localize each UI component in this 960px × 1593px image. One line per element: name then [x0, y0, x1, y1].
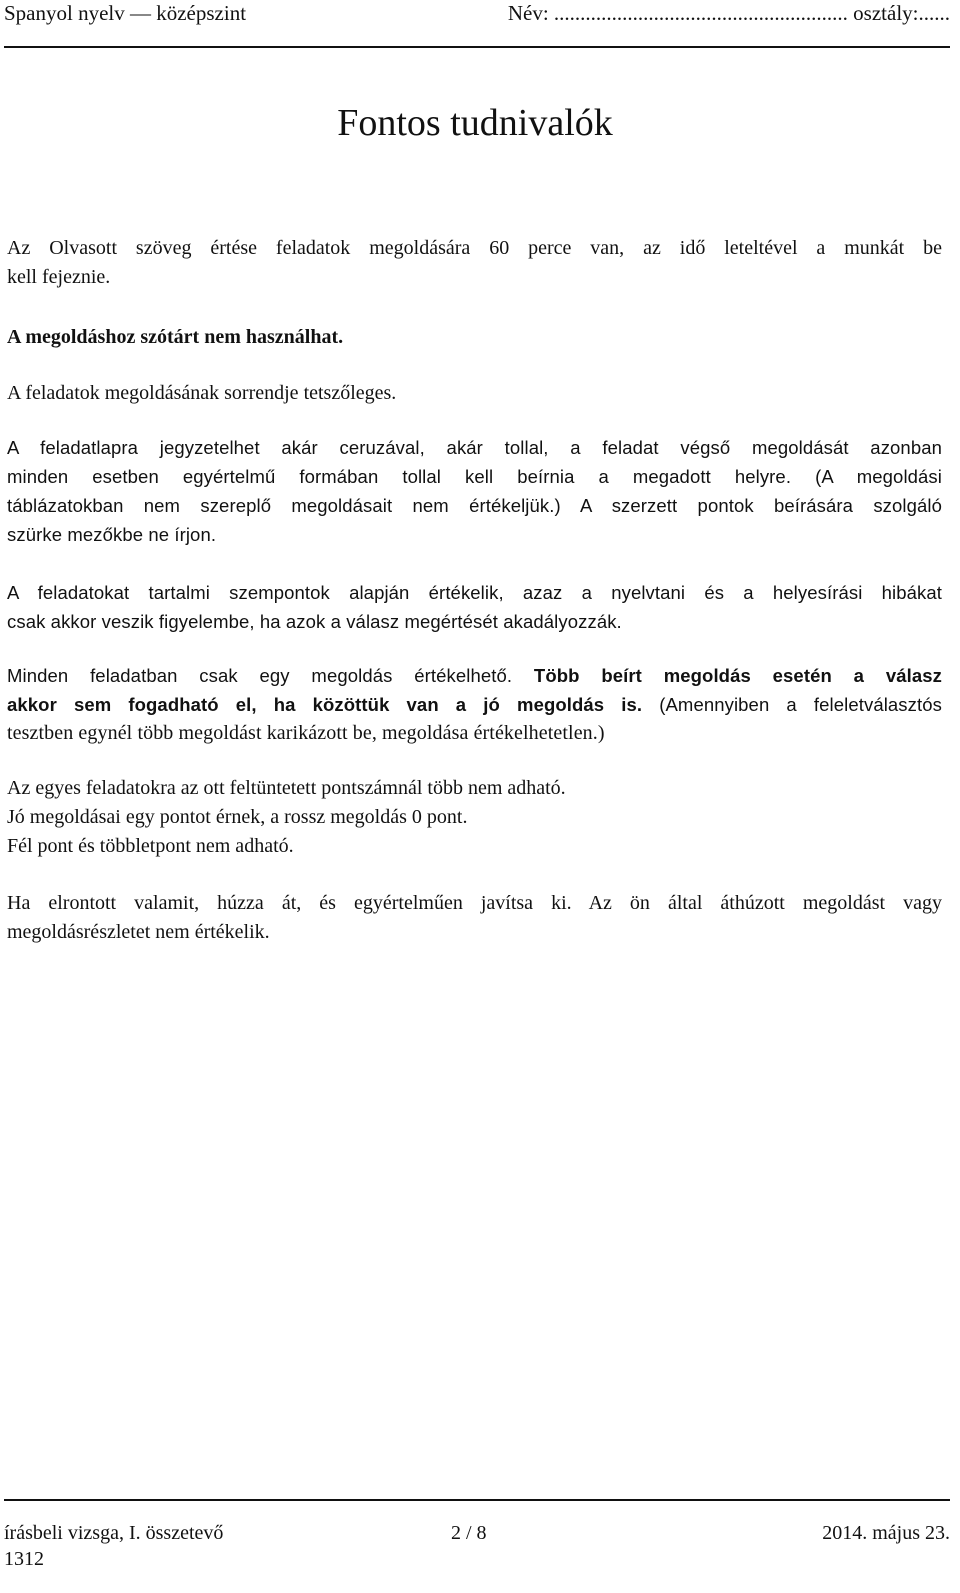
text-line: Fél pont és többletpont nem adható.: [7, 835, 294, 857]
text-line: Az Olvasott szöveg értése feladatok megoldására 60 perce van, az idő leteltével a munkát be: [7, 237, 942, 259]
text-line: A feladatlapra jegyzetelhet akár ceruzával, akár tollal, a feladat végső megoldását azonban: [7, 437, 942, 458]
footer-page-number: 2 / 8: [451, 1522, 487, 1544]
footer-date: 2014. május 23.: [822, 1522, 950, 1544]
text-line: [7, 690, 942, 719]
page-header: [4, 0, 950, 28]
footer-rule: [4, 1499, 950, 1501]
text-line: [7, 661, 942, 690]
text-line: A megoldáshoz szótárt nem használhat.: [7, 326, 344, 348]
paragraph-corrections: [7, 889, 942, 947]
paragraph-time-limit: [7, 234, 942, 292]
text-bold: akkor sem fogadható el, ha közöttük van a jó megoldás is.: [7, 694, 643, 715]
text-bold: Több beírt megoldás esetén a válasz: [533, 665, 942, 686]
text-normal: (Amennyiben a feleletválasztós: [659, 694, 942, 715]
footer-code: 1312: [4, 1548, 44, 1570]
footer-exam-part: írásbeli vizsga, I. összetevő: [4, 1522, 224, 1544]
paragraph-evaluation: [7, 578, 942, 636]
text-line: Ha elrontott valamit, húzza át, és egyértelműen javítsa ki. Az ön által áthúzott megoldást vagy: [7, 892, 942, 914]
text-line: A feladatokat tartalmi szempontok alapján értékelik, azaz a nyelvtani és a helyesírási hibákat: [7, 582, 942, 603]
text-line: megoldásrészletet nem értékelik.: [7, 921, 270, 943]
paragraph-order: [7, 379, 942, 408]
paragraph-dictionary: [7, 323, 942, 352]
text-line: tesztben egynél több megoldást karikázott be, megoldása értékelhetetlen.): [7, 722, 605, 744]
paragraph-single-answer: [7, 661, 942, 748]
page-title: Fontos tudnivalók: [337, 102, 613, 144]
text-line: Az egyes feladatokra az ott feltüntetett pontszámnál több nem adható.: [7, 777, 566, 799]
text-line: szürke mezőkbe ne írjon.: [7, 524, 217, 545]
header-name-class-field: Név: ........................................................ osztály:......: [507, 1, 950, 25]
paragraph-scoring: [7, 774, 942, 861]
header-rule: [4, 46, 950, 48]
text-line: Jó megoldásai egy pontot érnek, a rossz megoldás 0 pont.: [7, 806, 468, 828]
text-normal: Minden feladatban csak egy megoldás értékelhető.: [7, 665, 513, 686]
paragraph-notes: [7, 433, 942, 549]
text-line: kell fejeznie.: [7, 266, 111, 288]
text-line: táblázatokban nem szereplő megoldásait nem értékeljük.) A szerzett pontok beírására szolgáló: [7, 495, 942, 516]
text-line: minden esetben egyértelmű formában tollal kell beírnia a megadott helyre. (A megoldási: [7, 466, 942, 487]
header-subject: Spanyol nyelv — középszint: [4, 1, 247, 25]
text-line: csak akkor veszik figyelembe, ha azok a válasz megértését akadályozzák.: [7, 611, 622, 632]
text-line: A feladatok megoldásának sorrendje tetszőleges.: [7, 382, 397, 404]
